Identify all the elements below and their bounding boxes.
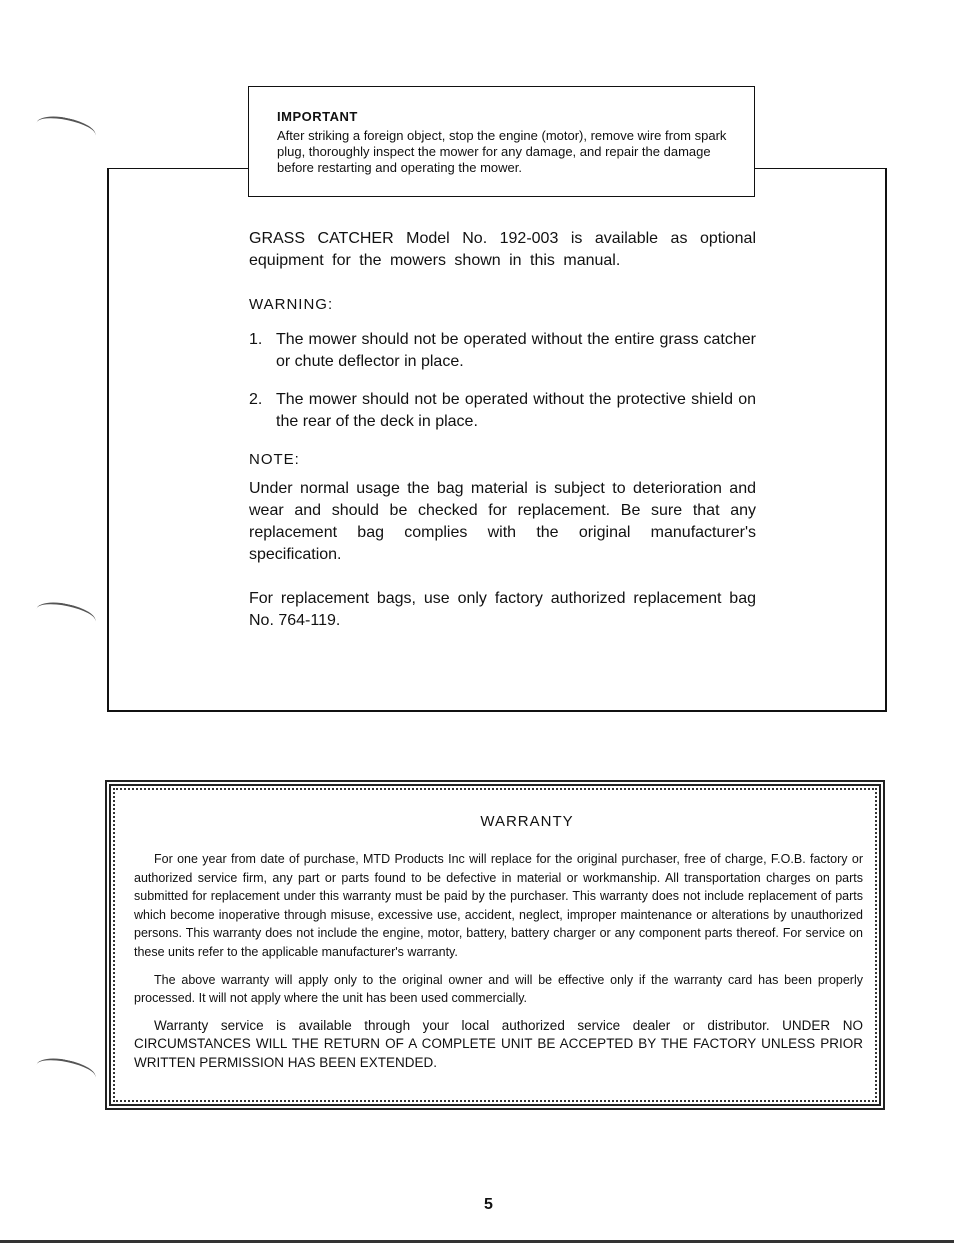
list-item xyxy=(249,329,756,373)
binder-hole-mark xyxy=(34,112,97,146)
important-heading: IMPORTANT xyxy=(277,109,358,124)
intro-paragraph: GRASS CATCHER Model No. 192-003 is available as optional equipment for the mowers shown in this manual. xyxy=(249,230,756,269)
warranty-box xyxy=(105,780,885,1110)
warranty-text xyxy=(134,850,863,1082)
binder-hole-mark xyxy=(34,598,97,632)
bottom-rule xyxy=(0,1240,954,1243)
list-item-number: 2. xyxy=(249,391,263,408)
warranty-title: WARRANTY xyxy=(480,813,574,830)
page-number: 5 xyxy=(484,1196,493,1213)
list-item-number: 1. xyxy=(249,331,263,348)
important-body: After striking a foreign object, stop the engine (motor), remove wire from spark plug, thoroughly inspect the mower for any damage, and repair the damage before restarting and operating the mower. xyxy=(277,128,727,175)
warranty-paragraph: The above warranty will apply only to the original owner and will be effective only if the warranty card has been properly processed. It will not apply where the unit has been used commercially. xyxy=(134,972,863,1006)
list-item-text: The mower should not be operated without the protective shield on the rear of the deck in place. xyxy=(276,391,756,430)
important-notice-box xyxy=(248,86,755,197)
warning-list xyxy=(249,329,756,433)
replacement-paragraph: For replacement bags, use only factory authorized replacement bag No. 764-119. xyxy=(249,590,756,629)
warranty-paragraph: For one year from date of purchase, MTD Products Inc will replace for the original purchaser, free of charge, F.O.B. factory or authorized service firm, any part or parts found to be defective in material or workmanship. All transportation charges on parts submitted for replacement under this warranty must be paid by the purchaser. This warranty does not include replacement of parts which become inoperative through misuse, excessive use, accident, neglect, improper maintenance or alterations by unauthorized persons. This warranty does not include the engine, motor, battery, battery charger or any component parts thereof. For service on these units refer to the applicable manufacturer's warranty. xyxy=(134,852,863,959)
binder-hole-mark xyxy=(34,1054,97,1088)
warning-heading: WARNING: xyxy=(249,296,334,313)
note-paragraph: Under normal usage the bag material is subject to deterioration and wear and should be checked for replacement. Be sure that any replacement bag complies with the original manufacturer's specification. xyxy=(249,480,756,563)
list-item-text: The mower should not be operated without the entire grass catcher or chute deflector in place. xyxy=(276,331,756,370)
grass-catcher-content xyxy=(249,228,756,632)
note-heading: NOTE: xyxy=(249,451,300,468)
warranty-paragraph: Warranty service is available through your local authorized service dealer or distributor. UNDER NO CIRCUMSTANCES WILL THE RETURN OF A COMPLETE UNIT BE ACCEPTED BY THE FACTORY UNLESS PRIOR WRITTEN PERMISSION HAS BEEN EXTENDED. xyxy=(134,1017,863,1070)
list-item xyxy=(249,389,756,433)
